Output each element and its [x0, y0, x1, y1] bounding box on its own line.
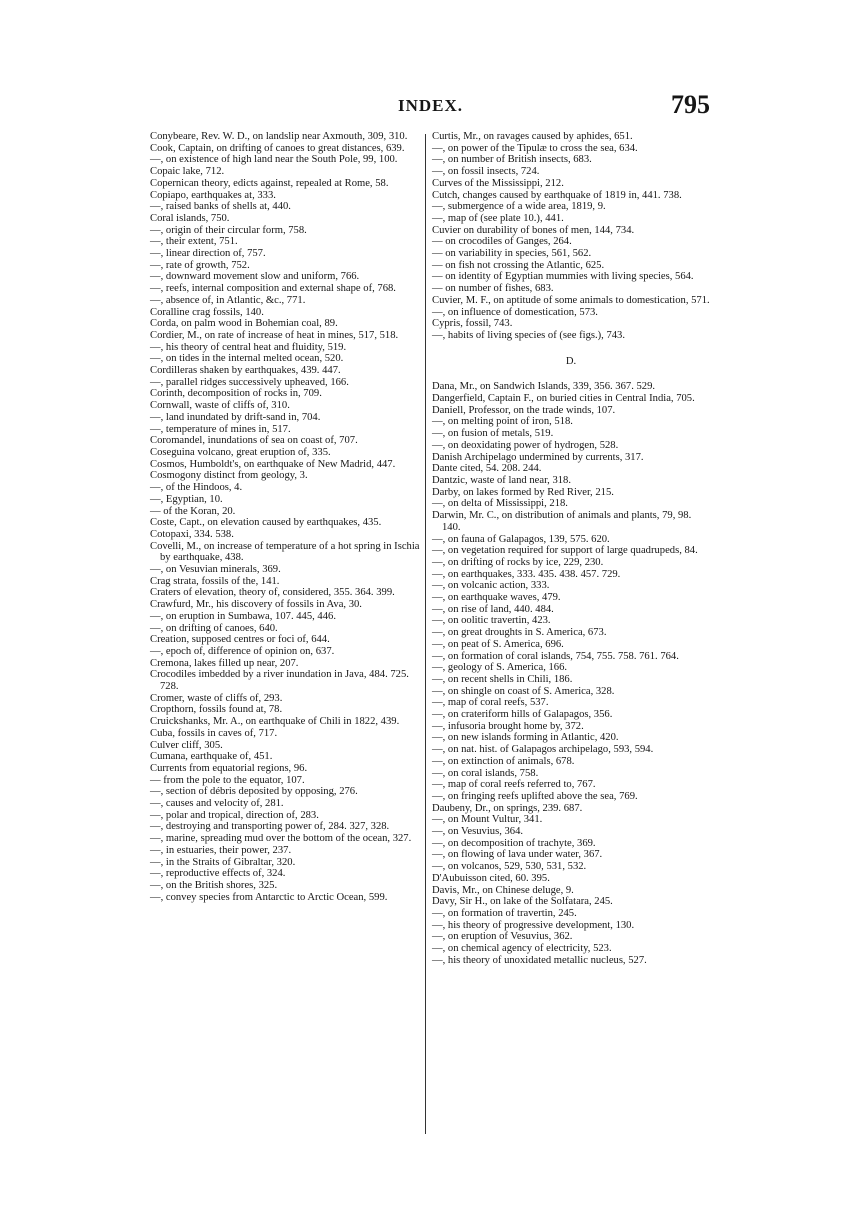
- index-entry: — of the Koran, 20.: [150, 505, 236, 517]
- index-entry: —, downward movement slow and uniform, 766.: [150, 271, 360, 283]
- index-entry: —, on the British shores, 325.: [150, 880, 278, 891]
- index-entry: —, epoch of, difference of opinion on, 637.: [150, 645, 335, 657]
- left-index-column: [150, 131, 420, 903]
- index-entry: —, absence of, in Atlantic, &c., 771.: [150, 294, 306, 306]
- index-entry: Cuba, fossils in caves of, 717.: [150, 727, 278, 739]
- index-entry: Curves of the Mississippi, 212.: [432, 177, 564, 189]
- index-entry: —, map of (see plate 10.), 441.: [432, 212, 564, 224]
- index-entry: —, raised banks of shells at, 440.: [150, 201, 291, 213]
- index-entry: —, Egyptian, 10.: [150, 493, 223, 505]
- index-entry: —, on decomposition of trachyte, 369.: [432, 837, 596, 849]
- index-entry: —, on volcanos, 529, 530, 531, 532.: [432, 861, 587, 873]
- index-entry: —, in the Straits of Gibraltar, 320.: [150, 856, 296, 868]
- index-entry: Dangerfield, Captain F., on buried cities in Central India, 705.: [432, 393, 695, 405]
- index-entry: Daubeny, Dr., on springs, 239. 687.: [432, 802, 583, 814]
- index-entry: — on crocodiles of Ganges, 264.: [432, 236, 572, 248]
- index-entry: Conybeare, Rev. W. D., on landslip near Axmouth, 309, 310.: [150, 131, 408, 142]
- index-entry: Corda, on palm wood in Bohemian coal, 89.: [150, 318, 338, 330]
- index-entry: Cook, Captain, on drifting of canoes to great distances, 639.: [150, 142, 405, 154]
- index-entry: —, marine, spreading mud over the bottom of the ocean, 327.: [150, 833, 412, 845]
- index-entry: Darby, on lakes formed by Red River, 215.: [432, 486, 614, 498]
- index-entry: —, parallel ridges successively upheaved, 166.: [150, 376, 349, 388]
- index-entry: Crocodiles imbedded by a river inundation in Java, 484. 725. 728.: [150, 669, 409, 693]
- index-entry: Darwin, Mr. C., on distribution of animals and plants, 79, 98. 140.: [432, 510, 692, 533]
- index-entry: Daniell, Professor, on the trade winds, 107.: [432, 404, 616, 416]
- index-entry: —, his theory of progressive development, 130.: [432, 919, 635, 931]
- index-entry: Curtis, Mr., on ravages caused by aphides, 651.: [432, 131, 633, 142]
- index-entry: Cosmos, Humboldt's, on earthquake of New Madrid, 447.: [150, 458, 396, 470]
- index-entry: —, section of débris deposited by opposing, 276.: [150, 786, 358, 798]
- index-entry: —, convey species from Antarctic to Arctic Ocean, 599.: [150, 891, 388, 903]
- index-entry: —, on delta of Mississippi, 218.: [432, 498, 568, 510]
- index-entry: —, on crateriform hills of Galapagos, 356.: [432, 709, 613, 721]
- index-entry: Copernican theory, edicts against, repealed at Rome, 58.: [150, 177, 389, 189]
- index-entry: —, on oolitic travertin, 423.: [432, 615, 551, 627]
- index-entry: — on identity of Egyptian mummies with living species, 564.: [432, 271, 694, 283]
- index-entry: —, on melting point of iron, 518.: [432, 416, 573, 428]
- index-entry: —, on new islands forming in Atlantic, 420.: [432, 732, 619, 744]
- section-heading-d: D.: [565, 355, 577, 367]
- index-entry: —, on nat. hist. of Galapagos archipelago, 593, 594.: [432, 744, 654, 756]
- index-entry: — on number of fishes, 683.: [432, 283, 554, 295]
- index-entry: Creation, supposed centres or foci of, 644.: [150, 634, 330, 646]
- index-entry: —, on vegetation required for support of large quadrupeds, 84.: [432, 545, 698, 557]
- d-entries: [432, 381, 710, 966]
- index-entry: —, on volcanic action, 333.: [432, 580, 550, 592]
- index-entry: —, on fringing reefs uplifted above the sea, 769.: [432, 790, 638, 802]
- index-entry: —, on eruption in Sumbawa, 107. 445, 446.: [150, 610, 336, 622]
- index-entry: Cotopaxi, 334. 538.: [150, 528, 234, 540]
- index-entry: —, of the Hindoos, 4.: [150, 482, 243, 494]
- index-entry: Cuvier, M. F., on aptitude of some animals to domestication, 571.: [432, 294, 710, 306]
- index-entry: Crag strata, fossils of the, 141.: [150, 575, 280, 587]
- index-entry: —, map of coral reefs referred to, 767.: [432, 779, 596, 791]
- index-title: INDEX.: [398, 96, 464, 115]
- index-entry: —, his theory of central heat and fluidity, 519.: [150, 341, 347, 353]
- index-entry: —, on coral islands, 758.: [432, 767, 539, 779]
- index-entry: —, his theory of unoxidated metallic nucleus, 527.: [432, 954, 647, 966]
- index-entry: Cromer, waste of cliffs of, 293.: [150, 692, 283, 704]
- index-entry: —, on peat of S. America, 696.: [432, 638, 564, 650]
- index-entry: —, linear direction of, 757.: [150, 248, 266, 260]
- index-entry: Cypris, fossil, 743.: [432, 318, 513, 330]
- index-entry: —, on fossil insects, 724.: [432, 166, 540, 178]
- index-entry: Copiapo, earthquakes at, 333.: [150, 189, 276, 201]
- index-entry: —, on existence of high land near the South Pole, 99, 100.: [150, 154, 398, 166]
- index-entry: —, map of coral reefs, 537.: [432, 697, 549, 709]
- index-entry: —, on fauna of Galapagos, 139, 575. 620.: [432, 533, 610, 545]
- index-entry: Coste, Capt., on elevation caused by earthquakes, 435.: [150, 517, 382, 529]
- index-entry: —, on great droughts in S. America, 673.: [432, 627, 607, 639]
- index-entry: Corinth, decomposition of rocks in, 709.: [150, 388, 322, 400]
- index-entry: — on variability in species, 561, 562.: [432, 248, 592, 260]
- index-entry: —, on earthquake waves, 479.: [432, 592, 561, 604]
- index-entry: —, submergence of a wide area, 1819, 9.: [432, 201, 606, 213]
- index-entry: Covelli, M., on increase of temperature of a hot spring in Ischia by earthquake, 438.: [150, 540, 420, 564]
- index-entry: —, on number of British insects, 683.: [432, 154, 592, 166]
- index-entry: Cruickshanks, Mr. A., on earthquake of Chili in 1822, 439.: [150, 716, 400, 728]
- index-entry: Danish Archipelago undermined by currents, 317.: [432, 451, 644, 463]
- index-entry: —, destroying and transporting power of, 284. 327, 328.: [150, 821, 390, 833]
- index-entry: —, on Vesuvian minerals, 369.: [150, 564, 281, 576]
- index-entry: —, temperature of mines in, 517.: [150, 423, 291, 435]
- index-entry: —, on drifting of rocks by ice, 229, 230.: [432, 556, 604, 568]
- index-entry: —, on drifting of canoes, 640.: [150, 622, 278, 634]
- index-entry: —, reproductive effects of, 324.: [150, 868, 286, 880]
- index-entry: —, on formation of travertin, 245.: [432, 908, 577, 919]
- index-entry: —, their extent, 751.: [150, 236, 238, 248]
- index-entry: Culver cliff, 305.: [150, 739, 223, 751]
- index-entry: Copaic lake, 712.: [150, 166, 225, 178]
- index-entry: —, on Mount Vultur, 341.: [432, 814, 543, 826]
- index-entry: Cornwall, waste of cliffs of, 310.: [150, 400, 290, 412]
- index-entry: Coralline crag fossils, 140.: [150, 306, 264, 318]
- index-entry: —, on recent shells in Chili, 186.: [432, 673, 573, 685]
- index-entry: Coseguina volcano, great eruption of, 335.: [150, 446, 331, 458]
- index-entry: — on fish not crossing the Atlantic, 625.: [432, 259, 605, 271]
- index-entry: Davis, Mr., on Chinese deluge, 9.: [432, 884, 574, 896]
- index-entry: —, land inundated by drift-sand in, 704.: [150, 411, 321, 423]
- index-entry: —, on Vesuvius, 364.: [432, 826, 524, 838]
- index-entry: Cumana, earthquake of, 451.: [150, 751, 273, 763]
- index-entry: —, on eruption of Vesuvius, 362.: [432, 931, 573, 943]
- index-entry: —, on shingle on coast of S. America, 328.: [432, 685, 615, 697]
- index-entry: Dantzic, waste of land near, 318.: [432, 474, 572, 486]
- index-entry: Coral islands, 750.: [150, 212, 230, 224]
- index-entry: —, on tides in the internal melted ocean, 520.: [150, 353, 344, 365]
- index-entry: Currents from equatorial regions, 96.: [150, 762, 308, 774]
- index-entry: D'Aubuisson cited, 60. 395.: [432, 872, 550, 884]
- index-entry: Cordilleras shaken by earthquakes, 439. 447.: [150, 365, 341, 377]
- page-number: 795: [671, 90, 710, 119]
- index-entry: —, on power of the Tipulæ to cross the sea, 634.: [432, 142, 638, 154]
- index-entry: Davy, Sir H., on lake of the Solfatara, 245.: [432, 896, 613, 908]
- index-entry: —, on fusion of metals, 519.: [432, 428, 554, 440]
- index-entry: Cosmogony distinct from geology, 3.: [150, 470, 308, 482]
- index-entry: Cremona, lakes filled up near, 207.: [150, 657, 299, 669]
- index-entry: —, habits of living species of (see figs.), 743.: [432, 329, 626, 341]
- index-entry: —, polar and tropical, direction of, 283.: [150, 809, 319, 821]
- index-entry: —, on extinction of animals, 678.: [432, 755, 575, 767]
- index-entry: Coromandel, inundations of sea on coast of, 707.: [150, 435, 358, 447]
- index-entry: Craters of elevation, theory of, considered, 355. 364. 399.: [150, 587, 395, 599]
- index-entry: —, reefs, internal composition and external shape of, 768.: [150, 283, 396, 295]
- index-entry: Cutch, changes caused by earthquake of 1819 in, 441. 738.: [432, 189, 682, 201]
- index-entry: —, on earthquakes, 333. 435. 438. 457. 729.: [432, 568, 621, 580]
- index-entry: —, on influence of domestication, 573.: [432, 306, 598, 318]
- index-entry: — from the pole to the equator, 107.: [150, 774, 305, 786]
- right-index-column: [432, 131, 710, 967]
- index-entry: —, on deoxidating power of hydrogen, 528.: [432, 439, 619, 451]
- index-entry: —, origin of their circular form, 758.: [150, 224, 307, 236]
- index-entry: —, on formation of coral islands, 754, 755. 758. 761. 764.: [432, 650, 679, 662]
- index-entry: —, on chemical agency of electricity, 523.: [432, 943, 612, 955]
- column-divider: [425, 134, 426, 1134]
- index-entry: —, on rise of land, 440. 484.: [432, 603, 554, 615]
- index-entry: —, causes and velocity of, 281.: [150, 798, 284, 810]
- index-entry: —, geology of S. America, 166.: [432, 662, 568, 674]
- index-entry: Dana, Mr., on Sandwich Islands, 339, 356. 367. 529.: [432, 381, 656, 393]
- index-entry: Cropthorn, fossils found at, 78.: [150, 704, 283, 716]
- index-entry: —, on flowing of lava under water, 367.: [432, 849, 603, 861]
- index-entry: —, rate of growth, 752.: [150, 259, 250, 271]
- index-entry: —, infusoria brought home by, 372.: [432, 720, 584, 732]
- index-entry: Cuvier on durability of bones of men, 144, 734.: [432, 224, 635, 236]
- index-entry: Cordier, M., on rate of increase of heat in mines, 517, 518.: [150, 329, 399, 341]
- c-entries-continued: [432, 131, 710, 342]
- index-entry: Crawfurd, Mr., his discovery of fossils in Ava, 30.: [150, 599, 362, 611]
- index-entry: —, in estuaries, their power, 237.: [150, 844, 292, 856]
- index-entry: Dante cited, 54. 208. 244.: [432, 463, 542, 475]
- page-header: [150, 90, 710, 124]
